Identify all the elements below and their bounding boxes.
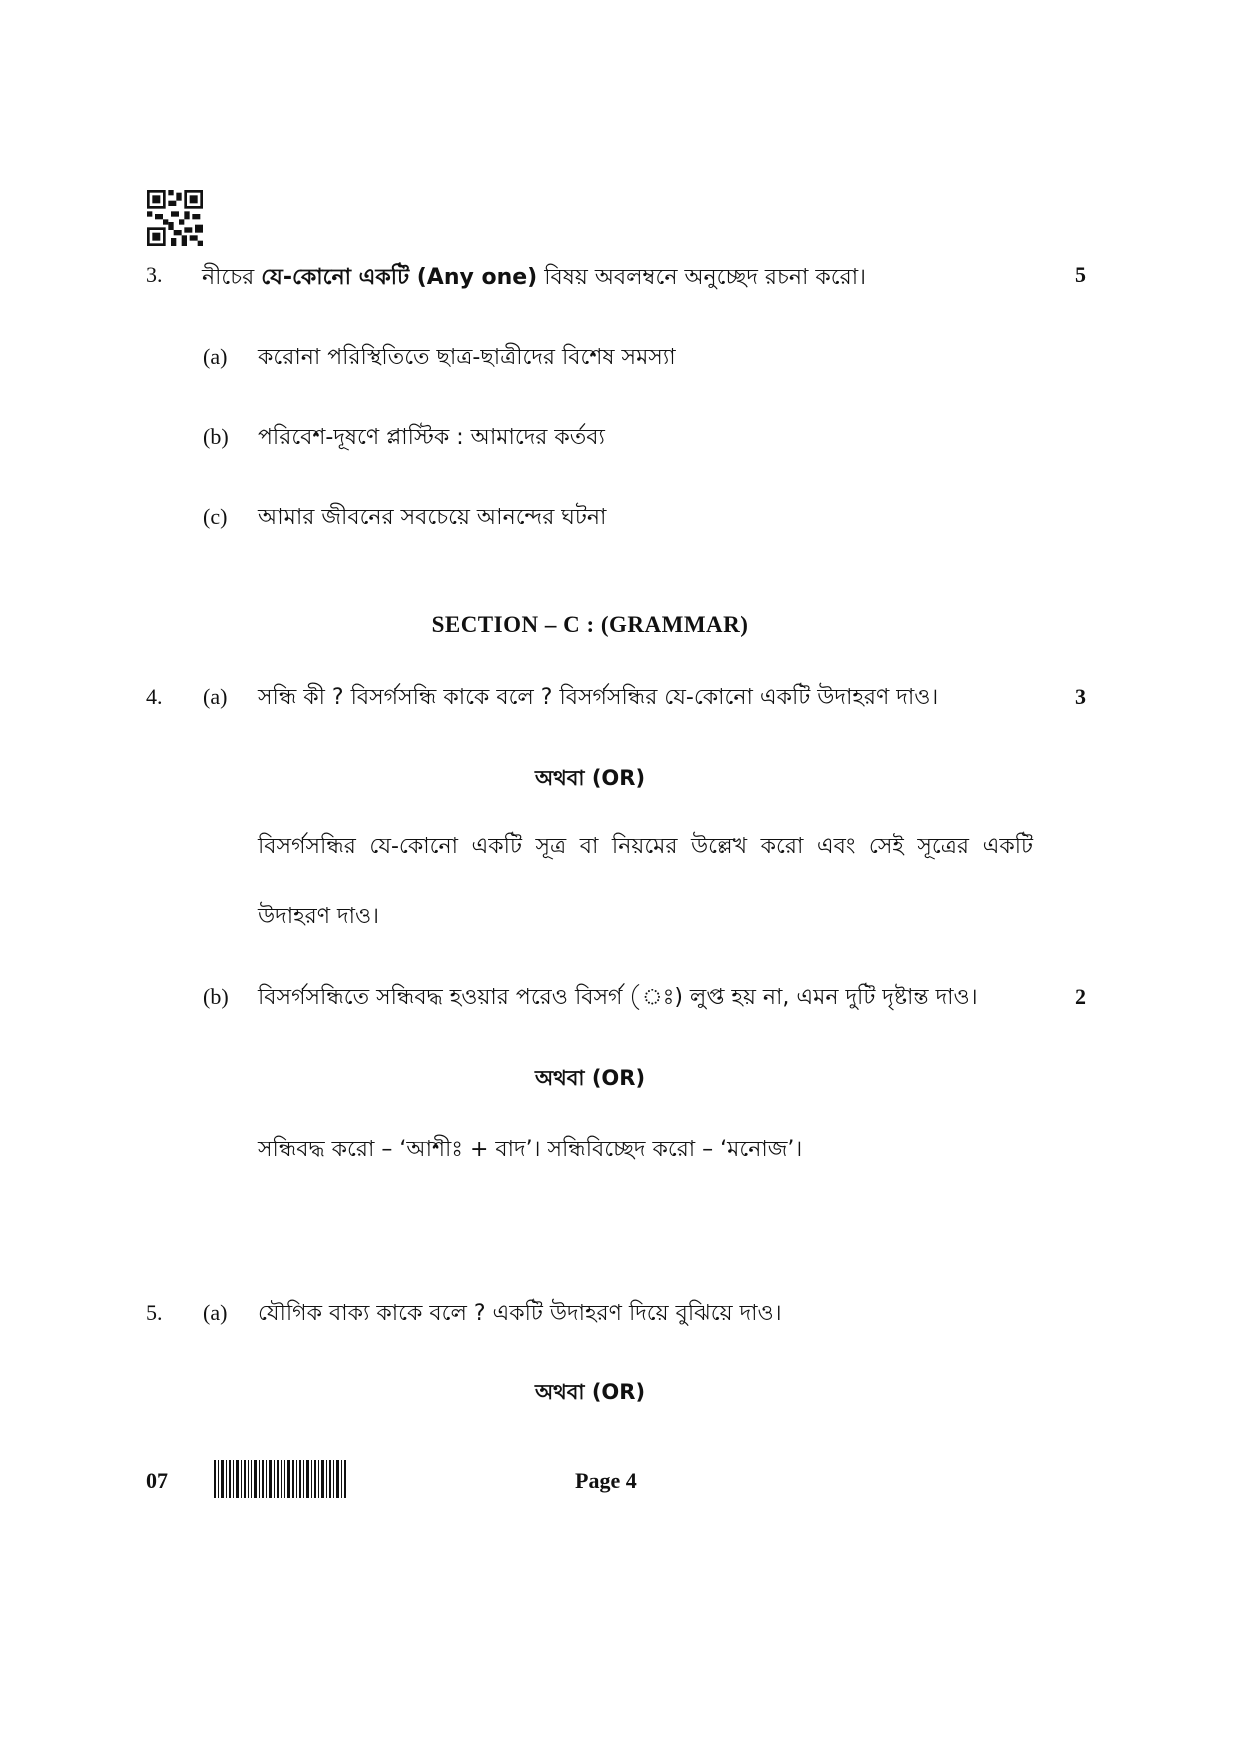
alternative-question-text: সন্ধিবদ্ধ করো – ‘আশীঃ + বাদ’। সন্ধিবিচ্ছেদ করো – ‘মনোজ’। <box>258 1137 803 1162</box>
or-separator: অথবা (OR) <box>534 766 646 790</box>
barcode <box>214 1460 348 1498</box>
or-separator: অথবা (OR) <box>534 1066 646 1090</box>
question-text: বিসর্গসন্ধিতে সন্ধিবদ্ধ হওয়ার পরেও বিসর্গ (ঃ) লুপ্ত হয় না, এমন দুটি দৃষ্টান্ত দাও। <box>258 985 978 1010</box>
question-text-bold: যে-কোনো একটি (Any one) <box>261 265 538 290</box>
question-text: সন্ধি কী ? বিসর্গসন্ধি কাকে বলে ? বিসর্গসন্ধির যে-কোনো একটি উদাহরণ দাও। <box>258 685 939 710</box>
option-label: (a) <box>203 344 228 369</box>
option-text: পরিবেশ-দূষণে প্লাস্টিক : আমাদের কর্তব্য <box>258 425 605 450</box>
question-text-pre: নীচের <box>202 265 262 290</box>
question-text <box>202 260 866 297</box>
paper-code: 07 <box>146 1468 168 1493</box>
subpart-label: (b) <box>203 984 229 1009</box>
subpart-label: (a) <box>203 684 228 709</box>
question-number: 4. <box>146 684 163 709</box>
subpart-label: (a) <box>203 1300 228 1325</box>
alternative-question-text: বিসর্গসন্ধির যে-কোনো একটি সূত্র বা নিয়মের উল্লেখ করো এবং সেই সূত্রের একটি উদাহরণ দাও। <box>258 834 1033 929</box>
question-marks: 5 <box>1075 262 1086 287</box>
question-number: 3. <box>146 262 163 287</box>
page-number: Page 4 <box>575 1468 637 1493</box>
option-text: আমার জীবনের সবচেয়ে আনন্দের ঘটনা <box>258 505 607 530</box>
question-marks: 2 <box>1075 984 1086 1009</box>
or-separator: অথবা (OR) <box>534 1380 646 1404</box>
question-text-post: বিষয় অবলম্বনে অনুচ্ছেদ রচনা করো। <box>537 265 866 290</box>
question-number: 5. <box>146 1300 163 1325</box>
option-text: করোনা পরিস্থিতিতে ছাত্র-ছাত্রীদের বিশেষ সমস্যা <box>258 345 676 370</box>
question-marks: 3 <box>1075 684 1086 709</box>
option-label: (c) <box>203 504 228 529</box>
question-text: যৌগিক বাক্য কাকে বলে ? একটি উদাহরণ দিয়ে বুঝিয়ে দাও। <box>258 1301 782 1326</box>
option-label: (b) <box>203 424 229 449</box>
qr-code <box>147 190 203 246</box>
section-heading: SECTION – C : (GRAMMAR) <box>431 612 749 637</box>
